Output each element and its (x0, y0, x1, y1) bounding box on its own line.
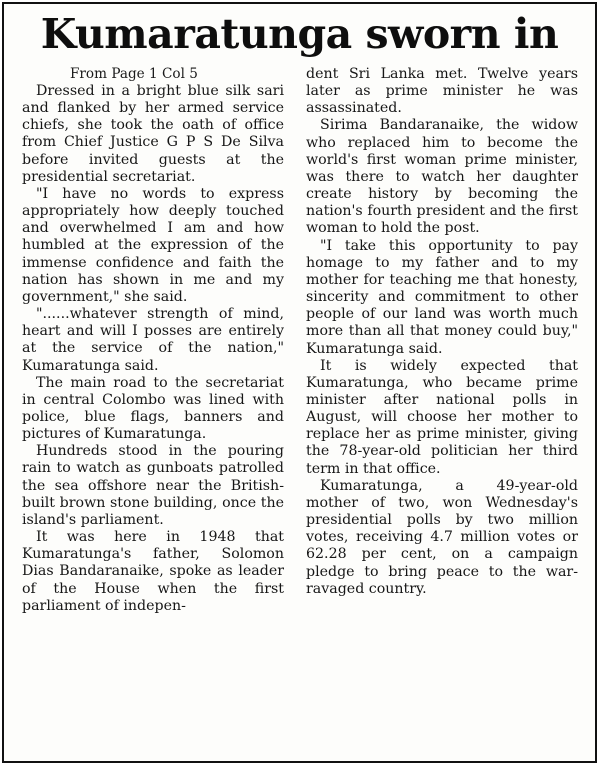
paragraph: Hundreds stood in the pouring rain to watch as gunboats patrolled the sea offshore near the British-built brown stone building, once the island's parliament. (22, 443, 284, 528)
headline: Kumaratunga sworn in (40, 10, 559, 58)
paragraph: The main road to the secretariat in central Colombo was lined with police, blue flags, banners and pictures of Kumaratunga. (22, 374, 284, 443)
paragraph: It was here in 1948 that Kumaratunga's father, Solomon Dias Bandaranaike, spoke as leader of the House when the first parliament of indepen- (22, 529, 284, 614)
paragraph: It is widely expected that Kumaratunga, who became prime minister after national polls in August, will choose her mother to replace her as prime minister, giving the 78-year-old politician her third term in that office. (306, 357, 578, 477)
paragraph: Sirima Bandaranaike, the widow who replaced him to become the world's first woman prime minister, was there to watch her daughter create history by becoming the nation's fourth president and the first woman to hold the post. (306, 117, 578, 237)
jump-line: From Page 1 Col 5 (70, 66, 198, 82)
paragraph-continuation: dent Sri Lanka met. Twelve years later as prime minister he was assassinated. (306, 66, 578, 117)
article-body (4, 66, 595, 761)
right-column (306, 66, 578, 761)
paragraph: "I have no words to express appropriately how deeply touched and overwhelmed I am and how humbled at the expression of the immense confidence and faith the nation has shown in me and my government," she said. (22, 185, 284, 305)
paragraph: Dressed in a bright blue silk sari and flanked by her armed service chiefs, she took the oath of office from Chief Justice G P S De Silva before invited guests at the presidential secretariat. (22, 83, 284, 185)
left-column (22, 66, 284, 761)
paragraph: "I take this opportunity to pay homage to my father and to my mother for teaching me that honesty, sincerity and commitment to other people of our land was worth much more than all that money could buy," Kumaratunga said. (306, 237, 578, 357)
paragraph: "......whatever strength of mind, heart and will I posses are entirely at the service of the nation," Kumaratunga said. (22, 306, 284, 374)
newspaper-clipping (2, 2, 597, 763)
paragraph: Kumaratunga, a 49-year-old mother of two, won Wednesday's presidential polls by two million votes, receiving 4.7 million votes or 62.28 per cent, on a campaign pledge to bring peace to the war-ravaged country. (306, 477, 578, 597)
